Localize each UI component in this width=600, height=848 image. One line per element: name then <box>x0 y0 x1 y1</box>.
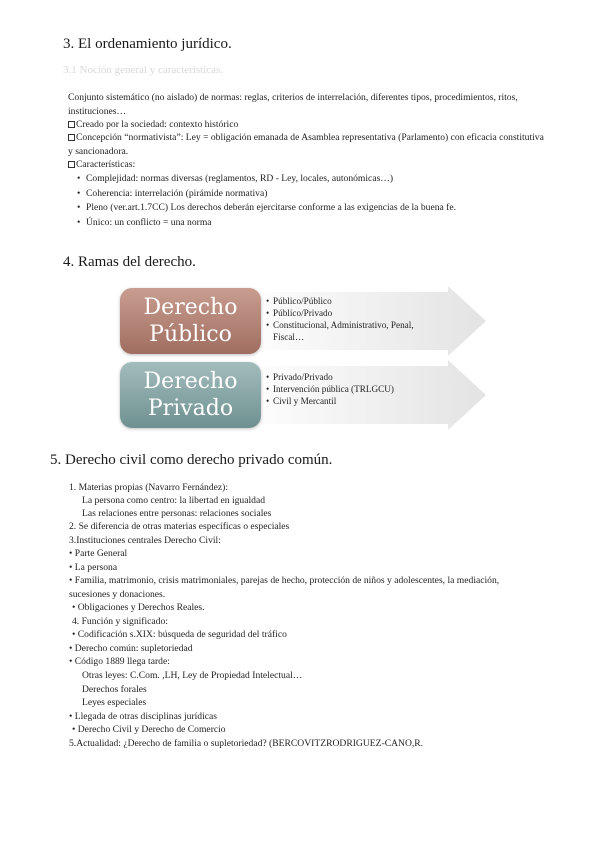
text-line: Otras leyes: C.Com. ,LH, Ley de Propiedad Intelectual… <box>82 670 303 681</box>
text-line: • La persona <box>69 562 118 573</box>
derecho-publico-line1: Derecho <box>143 295 238 320</box>
list-item: • Pleno (ver.art.1.7CC) Los derechos deberán ejercitarse conforme a las exigencias de la buena fe. <box>72 201 456 216</box>
list-item: • Privado/Privado <box>266 371 446 383</box>
text-line: Leyes especiales <box>82 697 147 708</box>
characteristics-list <box>72 172 456 230</box>
list-item: • Público/Privado <box>266 307 446 319</box>
text-line: sucesiones y donaciones. <box>69 589 166 600</box>
section-3-title: 3. El ordenamiento jurídico. <box>63 36 232 52</box>
section-3-1-subtitle: 3.1 Noción general y características. <box>63 64 224 76</box>
text-line: • Familia, matrimonio, crisis matrimoniales, parejas de hecho, protección de niños y adolescentes, la mediación, <box>69 575 500 586</box>
checkbox-icon <box>68 161 75 168</box>
text-line: La persona como centro: la libertad en igualdad <box>82 495 266 506</box>
text-line: 1. Materias propias (Navarro Fernández): <box>69 482 229 493</box>
list-item: • Coherencia: interrelación (pirámide normativa) <box>72 187 456 202</box>
list-item: • Constitucional, Administrativo, Penal, Fiscal… <box>266 319 446 343</box>
text-line: • Llegada de otras disciplinas jurídicas <box>69 711 218 722</box>
text-line: Las relaciones entre personas: relaciones sociales <box>82 508 272 519</box>
text-line: 2. Se diferencia de otras materias específicas o especiales <box>69 521 290 532</box>
derecho-privado-line2: Privado <box>147 396 234 421</box>
derecho-publico-box <box>120 288 261 354</box>
derecho-publico-line2: Público <box>149 322 232 347</box>
section-5-title: 5. Derecho civil como derecho privado común. <box>50 452 333 468</box>
text-line: Derechos forales <box>82 684 147 695</box>
text-line: • Codificación s.XIX: búsqueda de seguridad del tráfico <box>72 629 287 640</box>
derecho-privado-box <box>120 362 261 428</box>
text-line: 4. Función y significado: <box>72 616 168 627</box>
derecho-privado-line1: Derecho <box>143 369 238 394</box>
list-item: • Público/Público <box>266 295 446 307</box>
list-item: • Único: un conflicto = una norma <box>72 216 456 231</box>
publico-items <box>266 295 446 343</box>
check-item: Características: <box>68 158 135 172</box>
text-line: • Código 1889 llega tarde: <box>69 656 170 667</box>
checkbox-icon <box>68 121 75 128</box>
list-item: • Civil y Mercantil <box>266 395 446 407</box>
text-line: • Obligaciones y Derechos Reales. <box>72 602 205 613</box>
text-line: 5.Actualidad: ¿Derecho de familia o supletoriedad? (BERCOVITZRODRIGUEZ-CANO,R. <box>69 738 424 749</box>
list-item: • Complejidad: normas diversas (reglamentos, RD - Ley, locales, autonómicas…) <box>72 172 456 187</box>
checkbox-icon <box>68 134 75 141</box>
check-item: Concepción “normativista”: Ley = obligación emanada de Asamblea representativa (Parlamento) con eficacia constitutiva y sancionadora. <box>68 132 544 157</box>
check-item: Creado por la sociedad: contexto histórico <box>68 118 238 132</box>
section-3-paragraph: Conjunto sistemático (no aislado) de normas: reglas, criterios de interrelación, diferentes tipos, procedimientos, ritos, instituciones… <box>68 92 518 117</box>
text-line: • Derecho común: supletoriedad <box>69 643 193 654</box>
section-4-title: 4. Ramas del derecho. <box>63 254 196 270</box>
text-line: • Parte General <box>69 548 128 559</box>
text-line: 3.Instituciones centrales Derecho Civil: <box>69 535 221 546</box>
text-line: • Derecho Civil y Derecho de Comercio <box>72 724 226 735</box>
list-item: • Intervención pública (TRLGCU) <box>266 383 446 395</box>
privado-items <box>266 371 446 407</box>
